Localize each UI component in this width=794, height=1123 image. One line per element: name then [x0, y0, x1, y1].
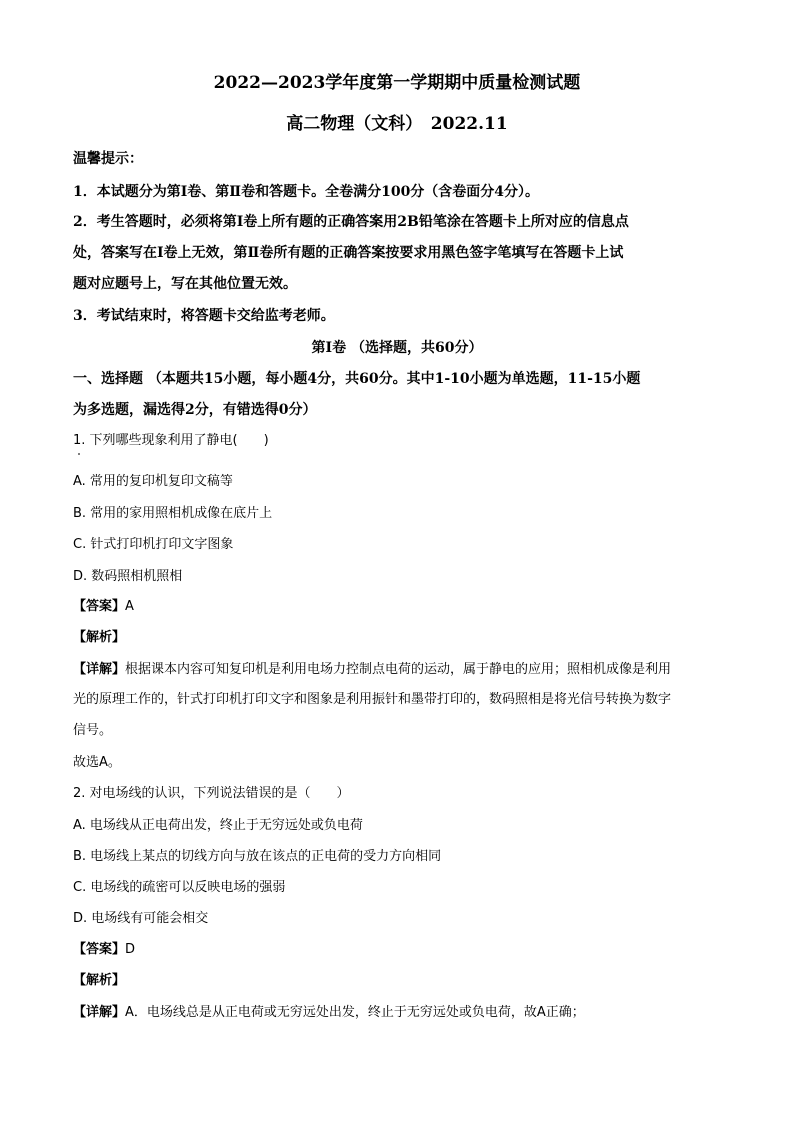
answer-value: D [125, 942, 136, 957]
question-1-conclusion: 故选A。 [73, 755, 121, 770]
question-2-option-b: B. 电场线上某点的切线方向与放在该点的正电荷的受力方向相同 [73, 849, 442, 864]
question-1-stem: 1. 下列哪些现象利用了静电( ) [73, 433, 269, 448]
tip-item-1: 1．本试题分为第Ⅰ卷、第Ⅱ卷和答题卡。全卷满分100分（含卷面分4分）。 [73, 184, 540, 200]
question-1-detail-line-1 [73, 659, 671, 681]
tips-heading: 温馨提示： [73, 151, 143, 167]
question-1-detail-line-3: 信号。 [73, 723, 113, 738]
question-1-option-c: C. 针式打印机打印文字图象 [73, 537, 234, 552]
question-2-answer [73, 939, 135, 961]
question-2-option-c: C. 电场线的疏密可以反映电场的强弱 [73, 880, 286, 895]
exam-title: 2022—2023学年度第一学期期中质量检测试题 [213, 73, 581, 93]
exam-subtitle: 高二物理（文科） 2022.11 [286, 114, 508, 134]
question-1-detail-line-2: 光的原理工作的，针式打印机打印文字和图象是利用振针和墨带打印的，数码照相是将光信号转换为数字 [73, 692, 672, 707]
question-1-option-a: A. 常用的复印机复印文稿等 [73, 474, 233, 489]
question-2-stem: 2. 对电场线的认识，下列说法错误的是（ ） [73, 786, 350, 801]
question-2-detail-line-1 [73, 1002, 585, 1024]
tip-item-2-line-2: 处，答案写在Ⅰ卷上无效，第Ⅱ卷所有题的正确答案按要求用黑色签字笔填写在答题卡上试 [73, 245, 624, 261]
tip-item-2-line-3: 题对应题号上，写在其他位置无效。 [73, 276, 297, 292]
tip-item-3: 3．考试结束时，将答题卡交给监考老师。 [73, 308, 335, 324]
tip-item-2-line-1: 2．考生答题时，必须将第Ⅰ卷上所有题的正确答案用2B铅笔涂在答题卡上所对应的信息点 [73, 214, 629, 230]
question-2-option-a: A. 电场线从正电荷出发，终止于无穷远处或负电荷 [73, 818, 363, 833]
question-1-option-d: D. 数码照相机照相 [73, 569, 183, 584]
detail-tag: 【详解】 [73, 662, 126, 677]
section-title: 第Ⅰ卷 （选择题，共60分） [311, 340, 483, 356]
answer-value: A [125, 599, 134, 614]
detail-text: 根据课本内容可知复印机是利用电场力控制点电荷的运动，属于静电的应用；照相机成像是利用 [125, 662, 672, 677]
question-2-option-d: D. 电场线有可能会相交 [73, 911, 209, 926]
detail-tag: 【详解】 [73, 1005, 126, 1020]
answer-tag: 【答案】 [73, 942, 126, 957]
question-1-option-b: B. 常用的家用照相机成像在底片上 [73, 506, 273, 521]
detail-text: A．电场线总是从正电荷或无穷远处出发，终止于无穷远处或负电荷，故A正确； [125, 1005, 585, 1020]
question-1-answer [73, 596, 134, 618]
section-intro-line-2: 为多选题，漏选得2分，有错选得0分） [73, 402, 317, 418]
answer-tag: 【答案】 [73, 599, 126, 614]
section-intro-line-1: 一、选择题 （本题共15小题，每小题4分，共60分。其中1-10小题为单选题，11-15小题 [73, 371, 641, 387]
question-1-analysis-tag: 【解析】 [73, 630, 126, 645]
question-2-analysis-tag: 【解析】 [73, 973, 126, 988]
stray-dot [78, 453, 80, 455]
